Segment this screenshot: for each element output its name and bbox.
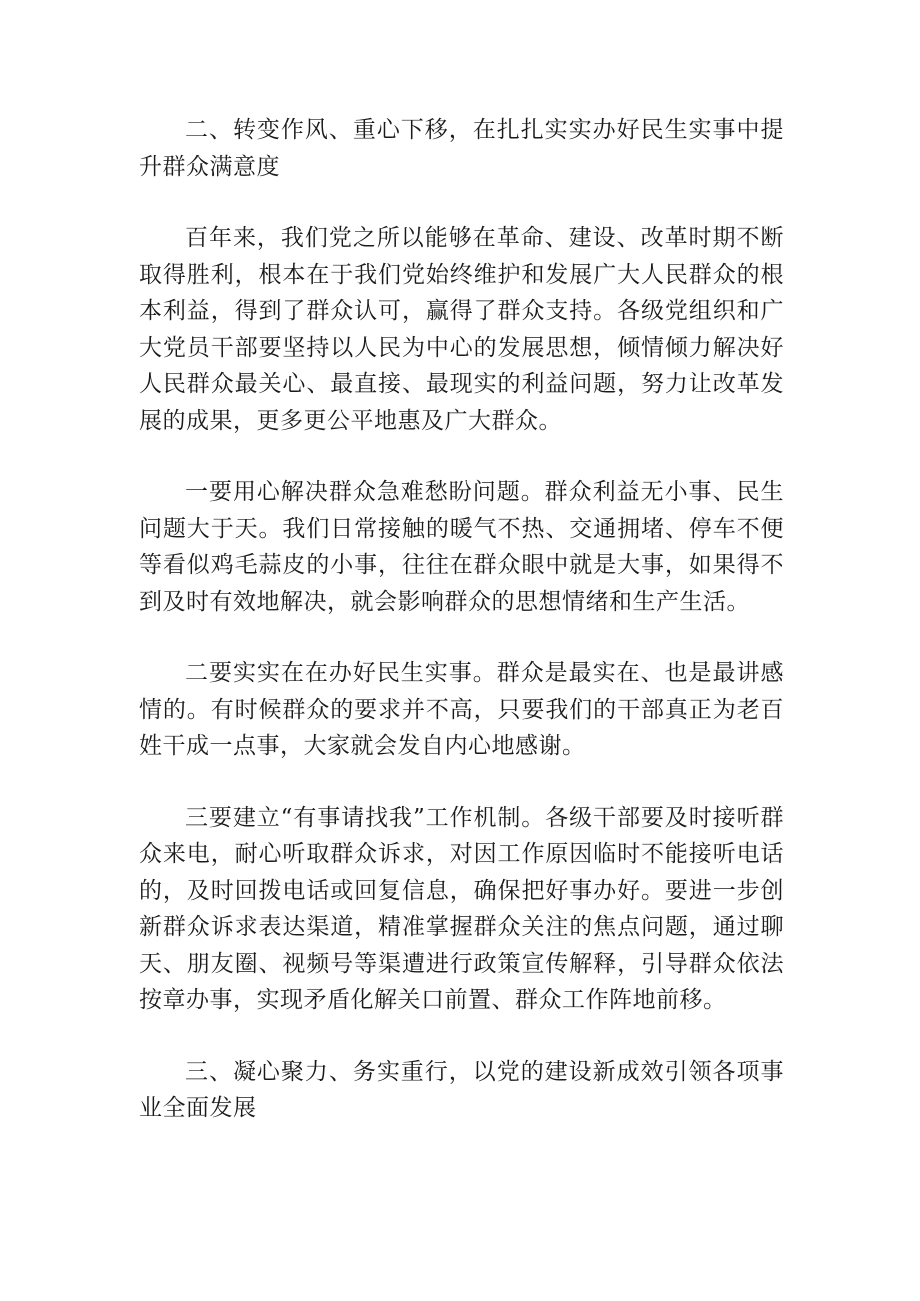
- body-paragraph-point-1: 一要用心解决群众急难愁盼问题。群众利益无小事、民生问题大于天。我们日常接触的暖气不热、交通拥堵、停车不便等看似鸡毛蒜皮的小事，往往在群众眼中就是大事，如果得不到及时有效地解决，就会影响群众的思想情绪和生产生活。: [139, 479, 784, 615]
- body-paragraph-intro: 百年来，我们党之所以能够在革命、建设、改革时期不断取得胜利，根本在于我们党始终维护和发展广大人民群众的根本利益，得到了群众认可，赢得了群众支持。各级党组织和广大党员干部要坚持以人民为中心的发展思想，倾情倾力解决好人民群众最关心、最直接、最现实的利益问题，努力让改革发展的成果，更多更公平地惠及广大群众。: [139, 225, 784, 434]
- body-paragraph-point-3: 三要建立“有事请找我”工作机制。各级干部要及时接听群众来电，耐心听取群众诉求，对因工作原因临时不能接听电话的，及时回拨电话或回复信息，确保把好事办好。要进一步创新群众诉求表达渠道，精准掌握群众关注的焦点问题，通过聊天、朋友圈、视频号等渠遭进行政策宣传解释，引导群众依法按章办事，实现矛盾化解关口前置、群众工作阵地前移。: [139, 804, 784, 1013]
- body-paragraph-point-2: 二要实实在在办好民生实事。群众是最实在、也是最讲感情的。有时候群众的要求并不高，只要我们的干部真正为老百姓干成一点事，大家就会发自内心地感谢。: [139, 660, 784, 759]
- section-heading-2: 二、转变作风、重心下移，在扎扎实实办好民生实事中提升群众满意度: [139, 117, 784, 180]
- document-page: [139, 112, 784, 1127]
- section-heading-3: 三、凝心聚力、务实重行，以党的建设新成效引领各项事业全面发展: [139, 1058, 784, 1121]
